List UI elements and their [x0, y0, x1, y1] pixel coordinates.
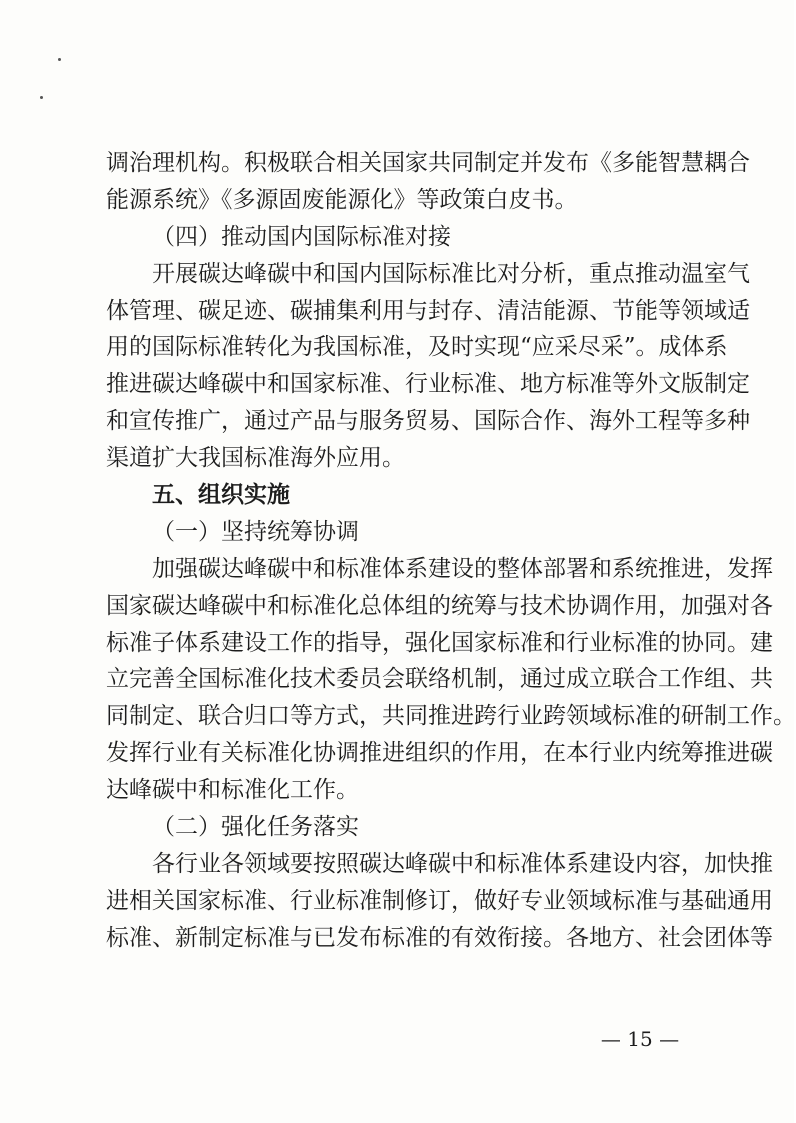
paragraph-line: 渠道扩大我国标准海外应用。	[106, 445, 405, 472]
paragraph-line: 达峰碳中和标准化工作。	[106, 777, 359, 804]
document-body	[106, 145, 796, 957]
paragraph-line: 立完善全国标准化技术委员会联络机制，通过成立联合工作组、共	[106, 666, 773, 693]
paragraph-line: 国家碳达峰碳中和标准化总体组的统筹与技术协调作用，加强对各	[106, 592, 773, 619]
scan-speck	[40, 96, 43, 99]
paragraph-line: 推进碳达峰碳中和国家标准、行业标准、地方标准等外文版制定	[106, 371, 750, 398]
paragraph-line: 体管理、碳足迹、碳捕集利用与封存、清洁能源、节能等领域适	[106, 297, 750, 324]
paragraph-line: 和宣传推广，通过产品与服务贸易、国际合作、海外工程等多种	[106, 408, 750, 435]
paragraph-line: 同制定、联合归口等方式，共同推进跨行业跨领域标准的研制工作。	[106, 703, 796, 730]
paragraph-continuation-line: 能源系统》《多源固废能源化》等政策白皮书。	[106, 186, 578, 213]
subsection-heading-2: （二）强化任务落实	[152, 814, 359, 841]
page-number: — 15 —	[600, 1027, 680, 1051]
paragraph-line: 用的国际标准转化为我国标准，及时实现“应采尽采”。成体系	[106, 334, 728, 361]
paragraph-first-line: 加强碳达峰碳中和标准体系建设的整体部署和系统推进，发挥	[152, 555, 773, 582]
paragraph-line: 标准子体系建设工作的指导，强化国家标准和行业标准的协同。建	[106, 629, 773, 656]
section-heading-5: 五、组织实施	[152, 481, 290, 509]
subsection-heading-4: （四）推动国内国际标准对接	[152, 223, 451, 250]
paragraph-first-line: 开展碳达峰碳中和国内国际标准比对分析，重点推动温室气	[152, 260, 750, 287]
paragraph-line: 标准、新制定标准与已发布标准的有效衔接。各地方、社会团体等	[106, 924, 773, 951]
paragraph-first-line: 各行业各领域要按照碳达峰碳中和标准体系建设内容，加快推	[152, 850, 773, 877]
paragraph-continuation-line: 调治理机构。积极联合相关国家共同制定并发布《多能智慧耦合	[106, 150, 750, 176]
scan-speck	[58, 58, 61, 61]
paragraph-line: 发挥行业有关标准化协调推进组织的作用，在本行业内统筹推进碳	[106, 740, 773, 767]
paragraph-line: 进相关国家标准、行业标准制修订，做好专业领域标准与基础通用	[106, 887, 773, 914]
subsection-heading-1: （一）坚持统筹协调	[152, 518, 359, 545]
